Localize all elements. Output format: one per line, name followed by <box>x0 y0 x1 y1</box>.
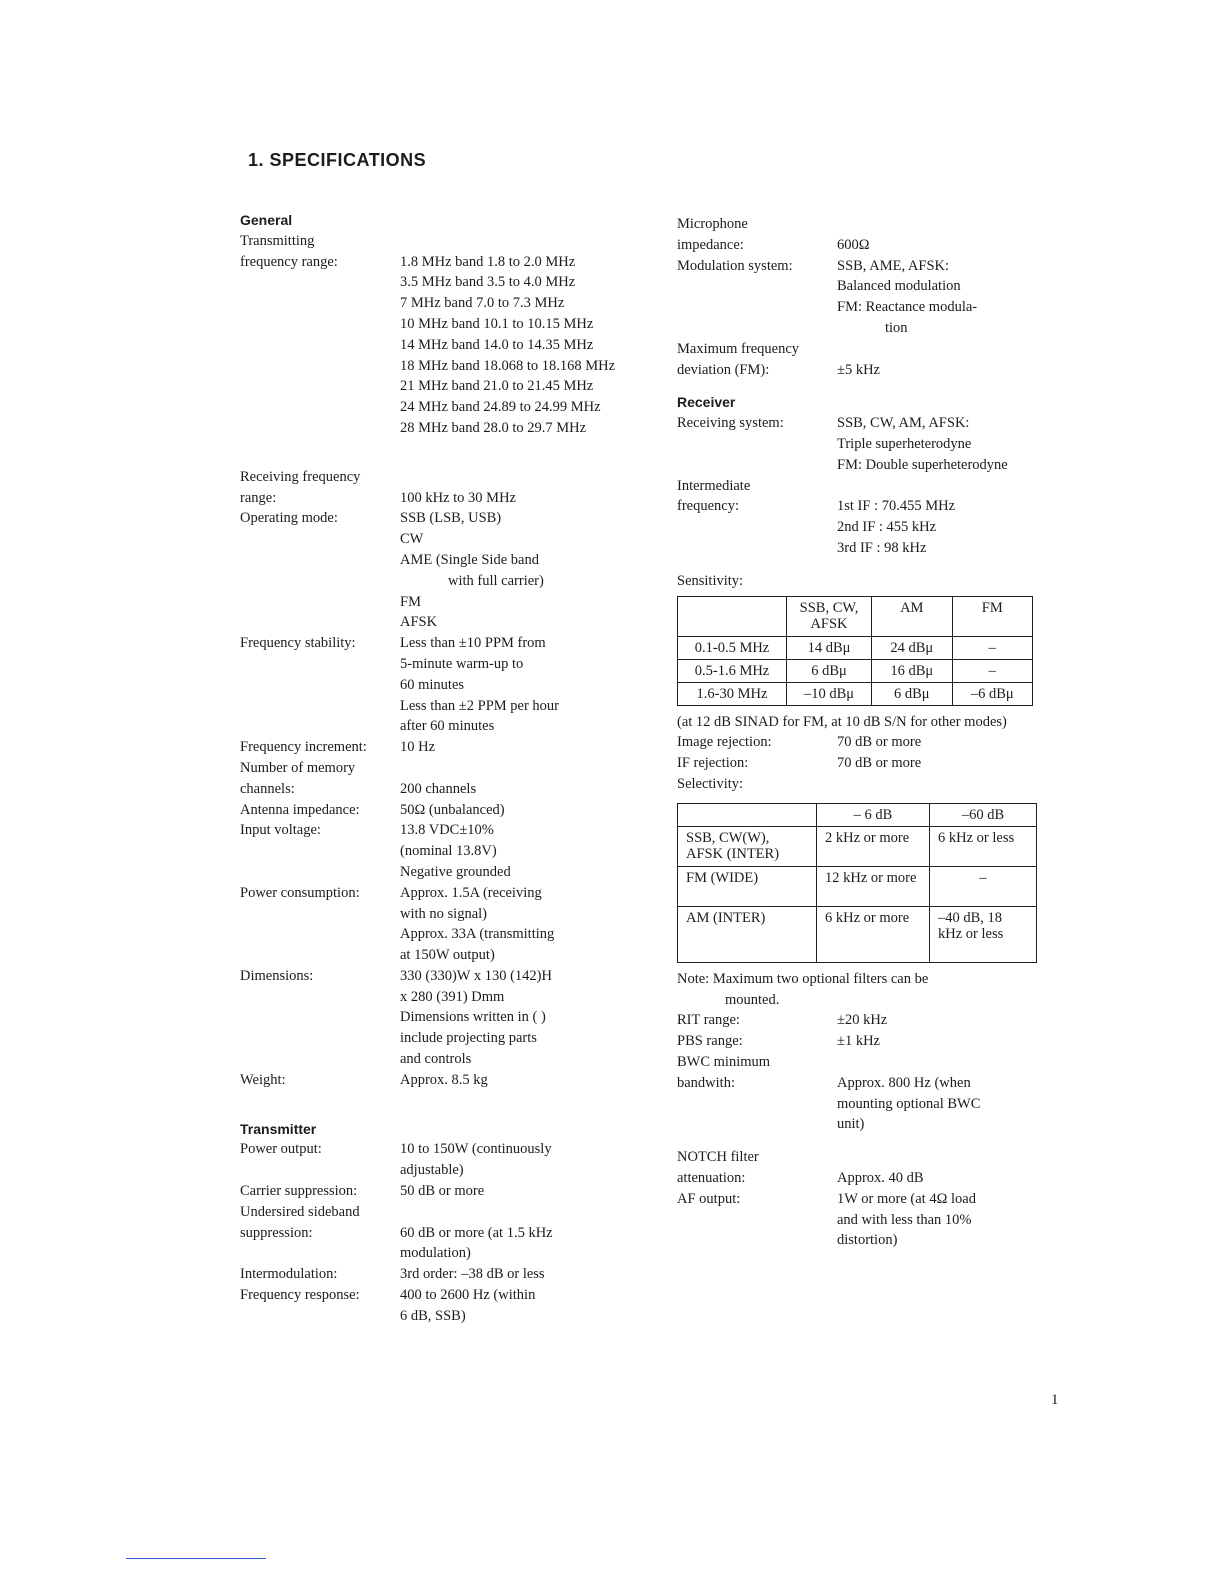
spec-value: ±5 kHz <box>837 361 880 378</box>
spec-label: Microphone <box>677 216 748 232</box>
spec-label: suppression: <box>240 1224 313 1241</box>
spec-value: 50Ω (unbalanced) <box>400 801 505 818</box>
spec-row-increment <box>240 737 670 758</box>
filter-note: Note: Maximum two optional filters can be <box>677 970 929 987</box>
spec-label: Antenna impedance: <box>240 801 360 818</box>
spec-row-power-consumption <box>240 883 670 966</box>
spec-row-deviation <box>677 360 1057 381</box>
spec-label: Selectivity: <box>677 775 744 792</box>
spec-label: RIT range: <box>677 1012 740 1029</box>
table-cell: –40 dB, 18 kHz or less <box>930 906 1037 962</box>
tx-band-item: 7 MHz band 7.0 to 7.3 MHz <box>400 295 565 312</box>
spec-row-modulation <box>677 256 1057 339</box>
spec-label: Intermediate <box>677 477 751 494</box>
spec-value: 60 dB or more (at 1.5 kHz <box>400 1224 553 1241</box>
spec-value: 6 dB, SSB) <box>400 1307 466 1324</box>
spec-label: PBS range: <box>677 1033 743 1050</box>
spec-value: SSB, AME, AFSK: <box>837 257 950 274</box>
table-header-row <box>678 596 1033 636</box>
spec-value: (nominal 13.8V) <box>400 843 497 860</box>
spec-row-af-output <box>677 1189 1057 1251</box>
spec-label: Power output: <box>240 1141 322 1158</box>
table-cell: –10 dBμ <box>787 682 872 705</box>
spec-value: Triple superheterodyne <box>837 435 972 452</box>
spec-row-notch <box>677 1168 1057 1189</box>
spec-value: Approx. 40 dB <box>837 1169 924 1186</box>
spec-value: distortion) <box>837 1232 898 1249</box>
table-cell: 24 dBμ <box>872 636 953 659</box>
tx-band-item: 28 MHz band 28.0 to 29.7 MHz <box>400 419 587 436</box>
spec-row-input-voltage <box>240 820 670 882</box>
spec-value: FM <box>400 593 421 610</box>
spec-label: Frequency response: <box>240 1287 360 1304</box>
spec-value: Approx. 33A (transmitting <box>400 926 555 943</box>
table-row <box>678 682 1033 705</box>
table-header-cell: SSB, CW, AFSK <box>787 596 872 636</box>
spec-value: x 280 (391) Dmm <box>400 988 505 1005</box>
spec-value: and controls <box>400 1051 472 1068</box>
spec-label: AF output: <box>677 1190 741 1207</box>
spec-value: adjustable) <box>400 1162 464 1179</box>
spec-label: NOTCH filter <box>677 1149 759 1166</box>
spec-label: Transmitting <box>240 232 315 249</box>
spec-value: 400 to 2600 Hz (within <box>400 1287 536 1304</box>
section-heading-receiver: Receiver <box>677 394 736 411</box>
spec-row-if <box>677 496 1057 558</box>
spec-label: Number of memory <box>240 759 356 776</box>
spec-label: deviation (FM): <box>677 361 770 378</box>
spec-row-dimensions <box>240 966 670 1070</box>
tx-band-item: 10 MHz band 10.1 to 10.15 MHz <box>400 315 594 332</box>
spec-label: Modulation system: <box>677 257 793 274</box>
spec-value: with no signal) <box>400 905 487 922</box>
page-title: 1. SPECIFICATIONS <box>248 150 427 170</box>
table-row <box>678 659 1033 682</box>
selectivity-table <box>677 803 1037 963</box>
spec-row-tx-range <box>240 252 670 439</box>
spec-label: Image rejection: <box>677 734 772 751</box>
tx-band-item: 21 MHz band 21.0 to 21.45 MHz <box>400 378 594 395</box>
spec-label: Maximum frequency <box>677 340 800 357</box>
tx-band-item: 24 MHz band 24.89 to 24.99 MHz <box>400 399 601 416</box>
page-number: 1 <box>1051 1392 1059 1408</box>
spec-value: 100 kHz to 30 MHz <box>400 489 516 506</box>
spec-value: AFSK <box>400 614 438 631</box>
table-cell: 0.5-1.6 MHz <box>678 659 787 682</box>
spec-value: Dimensions written in ( ) <box>400 1009 546 1026</box>
table-cell: 6 kHz or more <box>817 906 930 962</box>
spec-label: Receiving frequency <box>240 468 361 485</box>
table-header-cell: – 6 dB <box>817 803 930 826</box>
spec-value: 1W or more (at 4Ω load <box>837 1190 976 1207</box>
spec-label: Undersired sideband <box>240 1203 360 1220</box>
spec-row-sideband <box>240 1223 670 1265</box>
spec-value: Approx. 8.5 kg <box>400 1071 488 1088</box>
spec-value: 3rd order: –38 dB or less <box>400 1266 545 1283</box>
spec-label: Carrier suppression: <box>240 1183 358 1200</box>
tx-band-item: 3.5 MHz band 3.5 to 4.0 MHz <box>400 274 576 291</box>
spec-value: 50 dB or more <box>400 1183 485 1200</box>
spec-value: 600Ω <box>837 236 870 253</box>
spec-label: Power consumption: <box>240 884 360 901</box>
table-cell: 14 dBμ <box>787 636 872 659</box>
spec-row-image-rejection <box>677 732 1057 753</box>
spec-row-memory <box>240 779 670 800</box>
table-cell: FM (WIDE) <box>678 866 817 906</box>
spec-value: at 150W output) <box>400 947 495 964</box>
spec-label: frequency range: <box>240 253 338 270</box>
spec-label: IF rejection: <box>677 755 749 772</box>
spec-label: Input voltage: <box>240 822 321 839</box>
spec-row-antenna <box>240 800 670 821</box>
spec-value: 10 Hz <box>400 739 436 756</box>
spec-value: Less than ±2 PPM per hour <box>400 697 559 714</box>
left-column <box>240 210 670 1327</box>
spec-value: 330 (330)W x 130 (142)H <box>400 967 552 984</box>
spec-value: and with less than 10% <box>837 1211 972 1228</box>
spec-value: modulation) <box>400 1245 471 1262</box>
table-cell: – <box>952 636 1033 659</box>
spec-value: 200 channels <box>400 780 477 797</box>
spec-label: range: <box>240 489 277 506</box>
spec-label: Weight: <box>240 1071 286 1088</box>
table-cell: 16 dBμ <box>872 659 953 682</box>
spec-row-power-output <box>240 1139 670 1181</box>
spec-row-rx-range <box>240 488 670 509</box>
table-cell: SSB, CW(W), AFSK (INTER) <box>678 826 817 866</box>
table-row <box>678 866 1037 906</box>
table-cell: – <box>930 866 1037 906</box>
spec-value: 70 dB or more <box>837 734 922 751</box>
spec-value: 2nd IF : 455 kHz <box>837 519 937 536</box>
spec-value: after 60 minutes <box>400 718 495 735</box>
spec-value: 1st IF : 70.455 MHz <box>837 498 956 515</box>
tx-band-item: 1.8 MHz band 1.8 to 2.0 MHz <box>400 253 576 270</box>
table-cell: AM (INTER) <box>678 906 817 962</box>
table-header-cell <box>678 596 787 636</box>
spec-row-weight <box>240 1070 670 1091</box>
spec-value: Less than ±10 PPM from <box>400 635 546 652</box>
spec-value: 10 to 150W (continuously <box>400 1141 552 1158</box>
spec-value: 13.8 VDC±10% <box>400 822 494 839</box>
tx-band-item: 18 MHz band 18.068 to 18.168 MHz <box>400 357 616 374</box>
scan-artifact-line <box>126 1558 266 1559</box>
spec-label: Receiving system: <box>677 415 784 432</box>
spec-label: frequency: <box>677 498 739 515</box>
spec-row-if-rejection <box>677 753 1057 774</box>
spec-value: FM: Reactance modula- <box>837 299 978 316</box>
spec-row-intermodulation <box>240 1264 670 1285</box>
spec-value: AME (Single Side band <box>400 551 539 568</box>
table-cell: 0.1-0.5 MHz <box>678 636 787 659</box>
table-header-row <box>678 803 1037 826</box>
spec-value: with full carrier) <box>448 572 544 589</box>
spec-row-operating-mode <box>240 508 670 633</box>
spec-label: attenuation: <box>677 1169 746 1186</box>
spec-value: 70 dB or more <box>837 755 922 772</box>
section-heading-transmitter: Transmitter <box>240 1120 317 1137</box>
spec-value: FM: Double superheterodyne <box>837 456 1008 473</box>
spec-value: CW <box>400 531 424 548</box>
spec-label: bandwith: <box>677 1074 735 1091</box>
spec-label: Intermodulation: <box>240 1266 338 1283</box>
spec-value: Negative grounded <box>400 863 511 880</box>
spec-value: ±1 kHz <box>837 1033 880 1050</box>
spec-row-bwc <box>677 1073 1057 1135</box>
table-cell: 6 dBμ <box>872 682 953 705</box>
spec-value: SSB (LSB, USB) <box>400 510 502 527</box>
spec-label: impedance: <box>677 236 744 253</box>
spec-value: 5-minute warm-up to <box>400 655 524 672</box>
spec-row-pbs <box>677 1031 1057 1052</box>
table-cell: –6 dBμ <box>952 682 1033 705</box>
spec-label: Dimensions: <box>240 967 314 984</box>
spec-row-carrier <box>240 1181 670 1202</box>
filter-note-continued: mounted. <box>725 991 780 1008</box>
sensitivity-table <box>677 596 1033 706</box>
spec-value: unit) <box>837 1116 865 1133</box>
spec-value: 3rd IF : 98 kHz <box>837 539 927 556</box>
tx-band-list <box>400 252 670 439</box>
table-header-cell: –60 dB <box>930 803 1037 826</box>
spec-value: Approx. 800 Hz (when <box>837 1074 971 1091</box>
table-header-cell <box>678 803 817 826</box>
spec-value: tion <box>885 319 908 336</box>
spec-row-freq-response <box>240 1285 670 1327</box>
table-cell: – <box>952 659 1033 682</box>
spec-value: Balanced modulation <box>837 278 961 295</box>
right-column <box>677 214 1057 1251</box>
spec-row-rx-system <box>677 413 1057 475</box>
table-row <box>678 826 1037 866</box>
spec-label: Operating mode: <box>240 510 338 527</box>
table-cell: 2 kHz or more <box>817 826 930 866</box>
spec-value: 60 minutes <box>400 676 465 693</box>
table-cell: 6 kHz or less <box>930 826 1037 866</box>
spec-value: Approx. 1.5A (receiving <box>400 884 542 901</box>
table-cell: 12 kHz or more <box>817 866 930 906</box>
spec-row-stability <box>240 633 670 737</box>
spec-row-rit <box>677 1010 1057 1031</box>
table-cell: 1.6-30 MHz <box>678 682 787 705</box>
table-cell: 6 dBμ <box>787 659 872 682</box>
table-header-cell: FM <box>952 596 1033 636</box>
spec-label: Frequency stability: <box>240 635 356 652</box>
spec-value: include projecting parts <box>400 1030 537 1047</box>
tx-band-item: 14 MHz band 14.0 to 14.35 MHz <box>400 336 594 353</box>
spec-value: SSB, CW, AM, AFSK: <box>837 415 970 432</box>
spec-value: ±20 kHz <box>837 1012 888 1029</box>
spec-value: mounting optional BWC <box>837 1095 981 1112</box>
spec-label: Frequency increment: <box>240 739 367 756</box>
table-row <box>678 636 1033 659</box>
table-header-cell: AM <box>872 596 953 636</box>
section-heading-general: General <box>240 212 293 228</box>
spec-label: Sensitivity: <box>677 572 744 589</box>
spec-label: BWC minimum <box>677 1053 771 1070</box>
sensitivity-note: (at 12 dB SINAD for FM, at 10 dB S/N for other modes) <box>677 713 1007 730</box>
spec-row-mic-impedance <box>677 235 1057 256</box>
spec-label: channels: <box>240 780 295 797</box>
table-row <box>678 906 1037 962</box>
